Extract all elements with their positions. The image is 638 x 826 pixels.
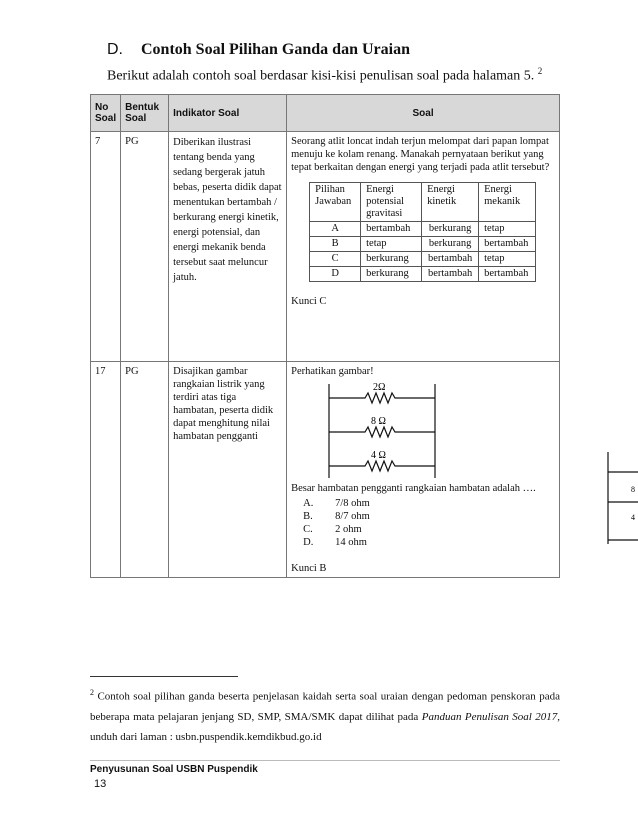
section-heading bbox=[107, 41, 410, 59]
row-indikator: Diberikan ilustrasi tentang benda yang sedang bergerak jatuh bebas, peserta didik dapat menentukan bertambah / berkurang energi kinetik, energi potensial, dan energi mekanik benda tersebut saat meluncur jatuh. bbox=[169, 132, 287, 362]
circuit-diagram bbox=[327, 380, 437, 482]
inner-cell: tetap bbox=[361, 237, 422, 252]
header-bentuk: Bentuk Soal bbox=[121, 95, 169, 132]
row-soal bbox=[287, 132, 560, 362]
inner-cell: berkurang bbox=[422, 222, 479, 237]
footnote-italic: Panduan Penulisan Soal 2017 bbox=[421, 710, 558, 723]
footnote-tail: , unduh dari laman : usbn.puspendik.kemdikbud.go.id bbox=[90, 710, 560, 743]
cropped-circuit-icon bbox=[606, 452, 638, 548]
table-row bbox=[91, 132, 560, 362]
inner-cell: berkurang bbox=[361, 267, 422, 282]
footer-title: Penyusunan Soal USBN Puspendik bbox=[90, 764, 258, 775]
table-row bbox=[91, 362, 560, 578]
inner-cell: B bbox=[310, 237, 361, 252]
footnote-ref: 2 bbox=[537, 66, 543, 76]
inner-header: Energi potensial gravitasi bbox=[361, 183, 422, 222]
inner-cell: bertambah bbox=[479, 237, 536, 252]
intro-paragraph bbox=[107, 66, 542, 85]
footnote bbox=[90, 683, 560, 747]
resistor-label: 4 Ω bbox=[371, 450, 387, 461]
inner-header: Energi mekanik bbox=[479, 183, 536, 222]
row-no: 7 bbox=[91, 132, 121, 362]
inner-cell: D bbox=[310, 267, 361, 282]
answer-key: Kunci C bbox=[291, 296, 327, 307]
question-text: Seorang atlit loncat indah terjun melompat dari papan lompat menuju ke kolam renang. Manakah pernyataan berikut yang tepat berkaitan dengan energi yang terjadi pada atlit tersebut? bbox=[291, 136, 550, 173]
header-soal: Soal bbox=[287, 95, 560, 132]
inner-header: Energi kinetik bbox=[422, 183, 479, 222]
inner-cell: C bbox=[310, 252, 361, 267]
list-item: C. 2 ohm bbox=[303, 524, 362, 535]
list-item: D. 14 ohm bbox=[303, 537, 367, 548]
footnote-divider bbox=[90, 676, 238, 677]
resistor-circuit bbox=[327, 380, 437, 482]
options-list bbox=[303, 497, 555, 549]
section-letter: D. bbox=[107, 41, 123, 58]
inner-cell: bertambah bbox=[361, 222, 422, 237]
table-header-row bbox=[91, 95, 560, 132]
inner-cell: tetap bbox=[479, 252, 536, 267]
inner-cell: bertambah bbox=[422, 267, 479, 282]
section-title: Contoh Soal Pilihan Ganda dan Uraian bbox=[141, 41, 410, 58]
inner-cell: berkurang bbox=[361, 252, 422, 267]
row-bentuk: PG bbox=[121, 362, 169, 578]
row-no: 17 bbox=[91, 362, 121, 578]
footer-divider bbox=[90, 760, 560, 761]
footnote-text: Contoh soal pilihan ganda beserta penjelasan kaidah serta soal uraian dengan pedoman penskoran pada beberapa mata pelajaran jenjang SD, SMP, SMA/SMK dapat dilihat pada bbox=[90, 690, 560, 723]
edge-label: 4 bbox=[631, 513, 635, 522]
inner-cell: berkurang bbox=[422, 237, 479, 252]
inner-cell: bertambah bbox=[422, 252, 479, 267]
header-no: No Soal bbox=[91, 95, 121, 132]
row-indikator: Disajikan gambar rangkaian listrik yang terdiri atas tiga hambatan, peserta didik dapat menghitung nilai hambatan pengganti bbox=[169, 362, 287, 578]
answer-key: Kunci B bbox=[291, 563, 327, 574]
question-text: Besar hambatan pengganti rangkaian hambatan adalah …. bbox=[291, 483, 536, 494]
prompt-text: Perhatikan gambar! bbox=[291, 366, 374, 377]
intro-text: Berikut adalah contoh soal berdasar kisi-kisi penulisan soal pada halaman 5. bbox=[107, 68, 535, 84]
list-item: B. 8/7 ohm bbox=[303, 511, 370, 522]
list-item: A. 7/8 ohm bbox=[303, 498, 370, 509]
edge-label: 8 bbox=[631, 485, 635, 494]
inner-row bbox=[310, 252, 536, 267]
footnote-number: 2 bbox=[90, 688, 94, 697]
resistor-label: 2Ω bbox=[373, 382, 386, 393]
resistor-label: 8 Ω bbox=[371, 416, 387, 427]
row-bentuk: PG bbox=[121, 132, 169, 362]
header-indikator: Indikator Soal bbox=[169, 95, 287, 132]
inner-cell: bertambah bbox=[479, 267, 536, 282]
page-number: 13 bbox=[94, 778, 107, 790]
inner-header-row bbox=[310, 183, 536, 222]
inner-row bbox=[310, 237, 536, 252]
inner-cell: tetap bbox=[479, 222, 536, 237]
inner-row bbox=[310, 222, 536, 237]
question-table bbox=[90, 94, 560, 578]
answer-options-table bbox=[309, 182, 536, 282]
inner-cell: A bbox=[310, 222, 361, 237]
row-soal bbox=[287, 362, 560, 578]
inner-header: Pilihan Jawaban bbox=[310, 183, 361, 222]
cropped-circuit-fragment bbox=[606, 452, 638, 553]
inner-row bbox=[310, 267, 536, 282]
